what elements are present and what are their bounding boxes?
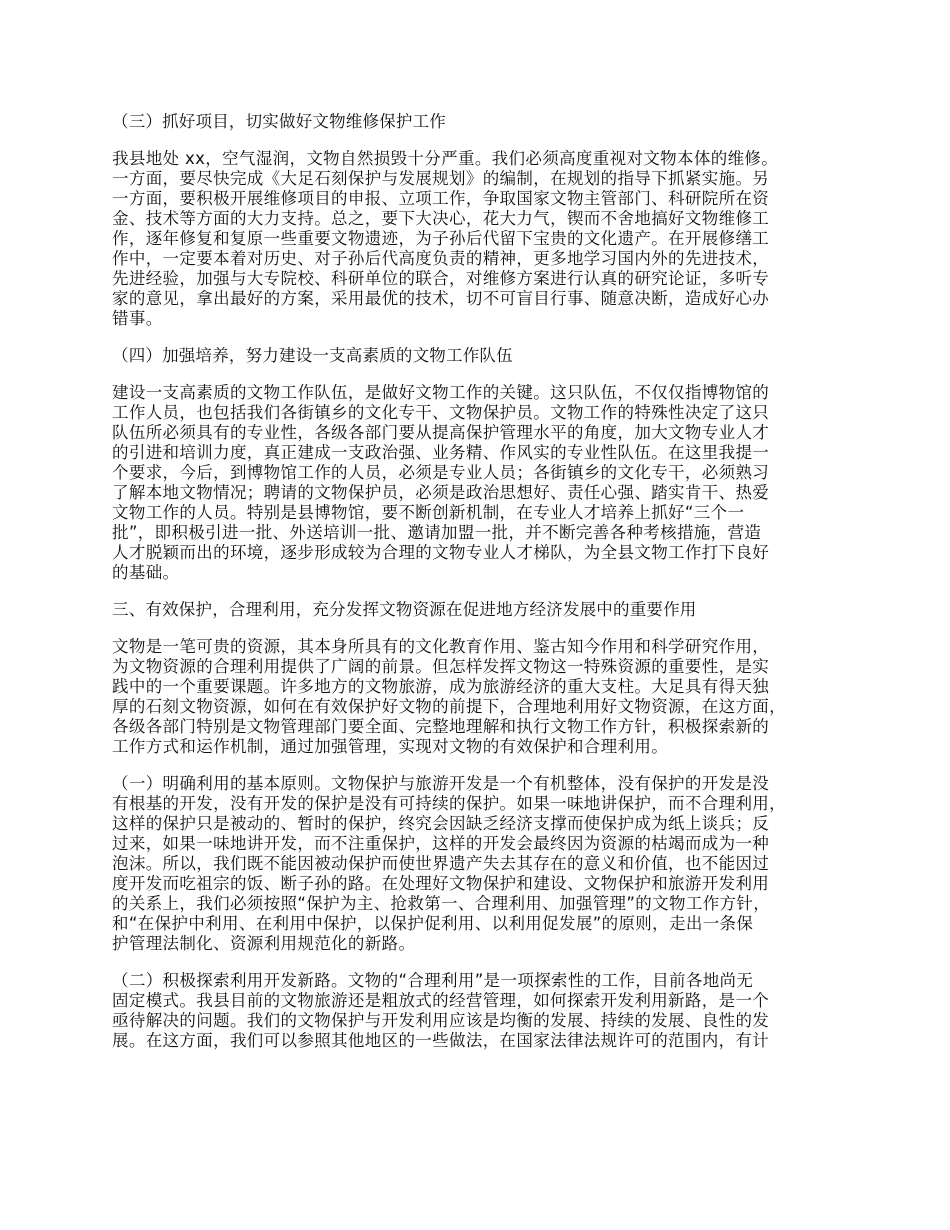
section-3-4-heading: （四）加强培养，努力建设一支高素质的文物工作队伍 <box>112 346 513 365</box>
part-3-1-body <box>112 774 852 954</box>
part-3-heading: 三、有效保护，合理利用，充分发挥文物资源在促进地方经济发展中的重要作用 <box>112 600 697 619</box>
text-line: 金、技术等方面的大力支持。总之，要下大决心，花大力气，锲而不舍地搞好文物维修工 <box>112 209 770 228</box>
text-line: 的引进和培训力度，真正建成一支政治强、业务精、作风实的专业性队伍。在这里我提一 <box>112 443 770 462</box>
text-line: 队伍所必须具有的专业性，各级各部门要从提高保护管理水平的角度，加大文物专业人才 <box>112 423 770 442</box>
text-line: 家的意见，拿出最好的方案，采用最优的技术，切不可盲目行事、随意决断，造成好心办 <box>112 289 770 308</box>
text-line: 厚的石刻文物资源，如何在有效保护好文物的前提下，合理地利用好文物资源，在这方面， <box>112 697 786 716</box>
text-line: 的关系上，我们必须按照“保护为主、抢救第一、合理利用、加强管理”的文物工作方针， <box>112 894 771 913</box>
text-line: 度开发而吃祖宗的饭、断子孙的路。在处理好文物保护和建设、文物保护和旅游开发利用 <box>112 874 770 893</box>
document-page <box>112 112 852 1068</box>
text-line: 我县地处 xx，空气湿润，文物自然损毁十分严重。我们必须高度重视对文物本体的维修。 <box>112 149 779 168</box>
text-line: 建设一支高素质的文物工作队伍，是做好文物工作的关键。这只队伍，不仅仅指博物馆的 <box>112 383 770 402</box>
text-line: 错事。 <box>112 309 163 328</box>
text-line: 和“在保护中利用、在利用中保护，以保护促利用、以利用促发展”的原则，走出一条保 <box>112 914 754 933</box>
text-line: 工作人员，也包括我们各街镇乡的文化专干、文物保护员。文物工作的特殊性决定了这只 <box>112 403 770 422</box>
text-line: 了解本地文物情况；聘请的文物保护员，必须是政治思想好、责任心强、踏实肯干、热爱 <box>112 483 770 502</box>
text-line: 批”，即积极引进一批、外送培训一批、邀请加盟一批，并不断完善各种考核措施，营造 <box>112 523 762 542</box>
text-line: 践中的一个重要课题。许多地方的文物旅游，成为旅游经济的重大支柱。大足具有得天独 <box>112 677 770 696</box>
section-3-3-body <box>112 149 852 329</box>
text-line: 文物工作的人员。特别是县博物馆，要不断创新机制，在专业人才培养上抓好“三个一 <box>112 503 745 522</box>
text-line: 一方面，要积极开展维修项目的申报、立项工作，争取国家文物主管部门、科研院所在资 <box>112 189 770 208</box>
text-line: 过来，如果一味地讲开发，而不注重保护，这样的开发会最终因为资源的枯竭而成为一种 <box>112 834 770 853</box>
text-line: 护管理法制化、资源利用规范化的新路。 <box>112 934 416 953</box>
text-line: 展。在这方面，我们可以参照其他地区的一些做法，在国家法律法规许可的范围内，有计 <box>112 1031 770 1050</box>
text-line: 有根基的开发，没有开发的保护是没有可持续的保护。如果一味地讲保护，而不合理利用， <box>112 794 786 813</box>
text-line: 泡沫。所以，我们既不能因被动保护而使世界遗产失去其存在的意义和价值，也不能因过 <box>112 854 770 873</box>
text-line: 工作方式和运作机制，通过加强管理，实现对文物的有效保护和合理利用。 <box>112 737 669 756</box>
text-line: 先进经验，加强与大专院校、科研单位的联合，对维修方案进行认真的研究论证，多听专 <box>112 269 770 288</box>
section-3-4-body <box>112 383 852 583</box>
section-3-3-heading: （三）抓好项目，切实做好文物维修保护工作 <box>112 112 446 131</box>
text-line: （一）明确利用的基本原则。文物保护与旅游开发是一个有机整体，没有保护的开发是没 <box>112 774 770 793</box>
text-line: 为文物资源的合理利用提供了广阔的前景。但怎样发挥文物这一特殊资源的重要性，是实 <box>112 657 770 676</box>
text-line: 的基础。 <box>112 563 180 582</box>
text-line: 这样的保护只是被动的、暂时的保护，终究会因缺乏经济支撑而使保护成为纸上谈兵；反 <box>112 814 770 833</box>
text-line: 作，逐年修复和复原一些重要文物遗迹，为子孙后代留下宝贵的文化遗产。在开展修缮工 <box>112 229 770 248</box>
text-line: 各级各部门特别是文物管理部门要全面、完整地理解和执行文物工作方针，积极探索新的 <box>112 717 770 736</box>
part-3-2-body <box>112 971 852 1051</box>
text-line: 固定模式。我县目前的文物旅游还是粗放式的经营管理，如何探索开发利用新路，是一个 <box>112 991 770 1010</box>
text-line: 作中，一定要本着对历史、对子孙后代高度负责的精神，更多地学习国内外的先进技术， <box>112 249 770 268</box>
part-3-intro <box>112 637 852 757</box>
text-line: 个要求，今后，到博物馆工作的人员，必须是专业人员；各街镇乡的文化专干，必须熟习 <box>112 463 770 482</box>
text-line: （二）积极探索利用开发新路。文物的“合理利用”是一项探索性的工作，目前各地尚无 <box>112 971 754 990</box>
text-line: 文物是一笔可贵的资源，其本身所具有的文化教育作用、鉴古知今作用和科学研究作用， <box>112 637 770 656</box>
text-line: 人才脱颖而出的环境，逐步形成较为合理的文物专业人才梯队，为全县文物工作打下良好 <box>112 543 770 562</box>
text-line: 一方面，要尽快完成《大足石刻保护与发展规划》的编制，在规划的指导下抓紧实施。另 <box>112 169 770 188</box>
text-line: 亟待解决的问题。我们的文物保护与开发利用应该是均衡的发展、持续的发展、良性的发 <box>112 1011 770 1030</box>
